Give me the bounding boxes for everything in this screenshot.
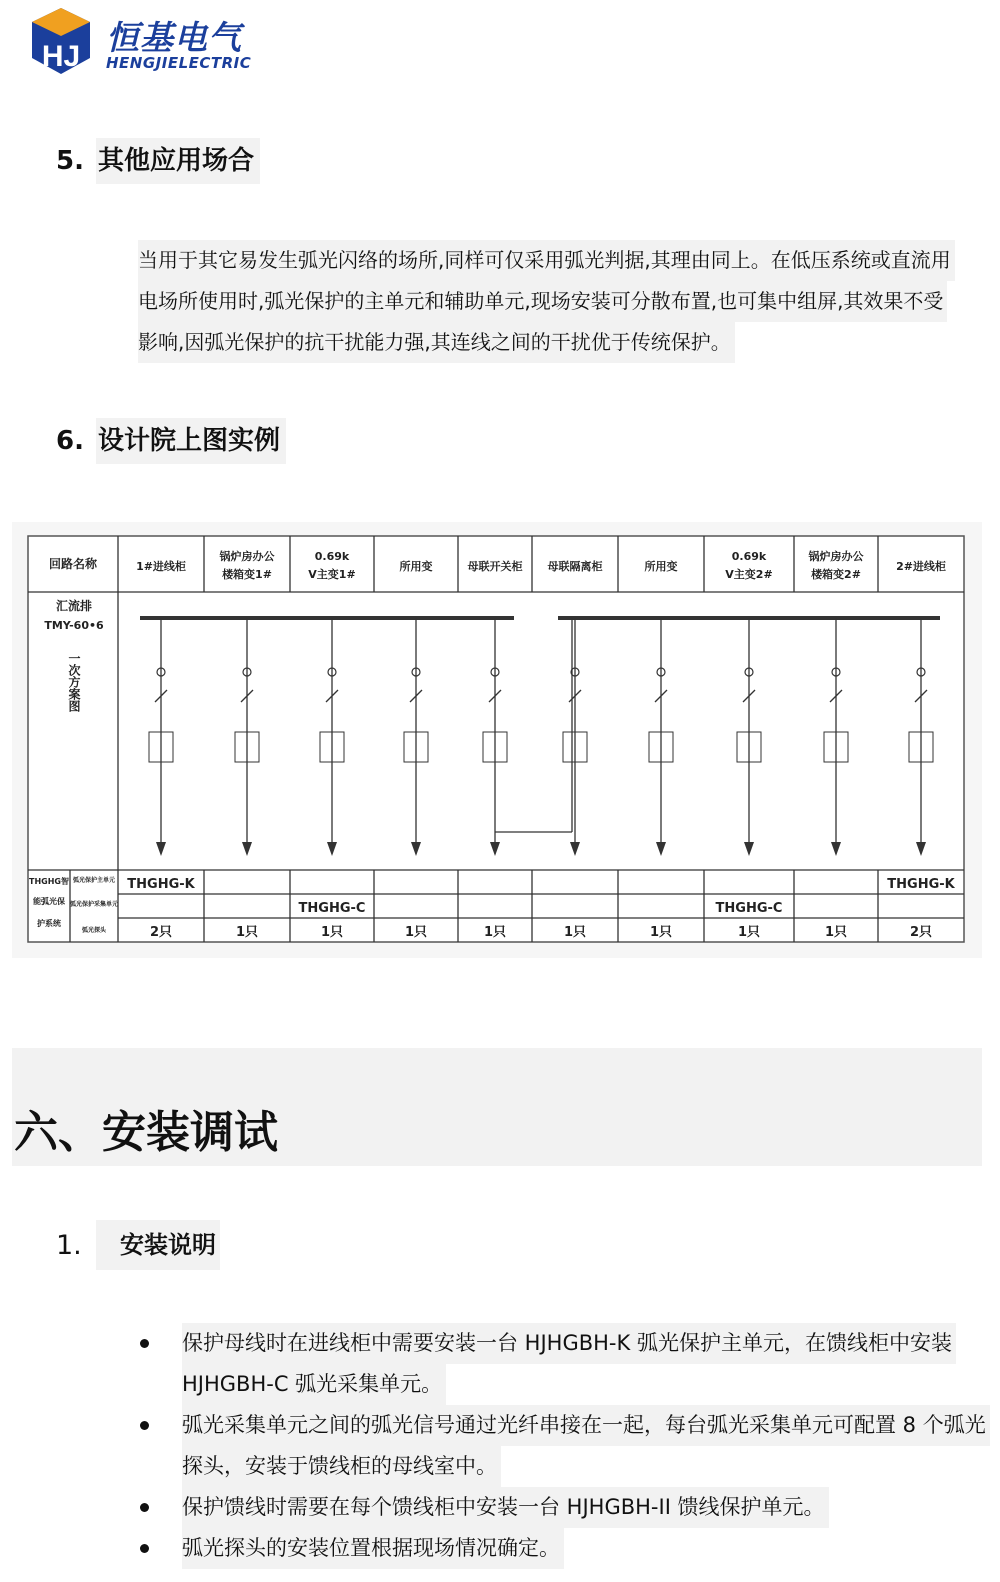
list-item-line: 弧光采集单元之间的弧光信号通过光纤串接在一起，每台弧光采集单元可配置 8 个弧光 — [182, 1405, 990, 1446]
list-item — [140, 1487, 990, 1528]
list-item-line: 探头，安装于馈线柜的母线室中。 — [182, 1446, 501, 1487]
chapter6-title: 六、安装调试 — [14, 1107, 278, 1158]
list-item-line: 保护馈线时需要在每个馈线柜中安装一台 HJHGBH-II 馈线保护单元。 — [182, 1487, 829, 1528]
row-label-probe: 弧光探头 — [81, 927, 107, 934]
sub1-number: 1. — [56, 1230, 82, 1261]
company-name-cn: 恒基电气 — [106, 18, 242, 57]
column-header: 所用变 — [399, 560, 433, 573]
column-header: 所用变 — [644, 560, 678, 573]
company-name-en: HENGJIELECTRIC — [106, 54, 252, 72]
section6-title: 设计院上图实例 — [96, 418, 286, 464]
bullet-icon — [140, 1339, 149, 1348]
row-label-main: 弧光保护主单元 — [72, 877, 116, 884]
column-header: 锅炉房办公 — [808, 550, 864, 563]
column-header: V主变1# — [308, 568, 356, 581]
probe-count-cell: 1只 — [649, 925, 673, 940]
list-item — [140, 1528, 990, 1569]
column-header: 母联开关柜 — [467, 560, 523, 573]
section5-number: 5. — [56, 146, 84, 176]
paragraph — [138, 240, 988, 363]
list-item — [140, 1405, 990, 1487]
column-header: 楼箱变2# — [811, 568, 861, 581]
column-header: 楼箱变1# — [222, 568, 272, 581]
busbar-label-1: 汇流排 — [55, 599, 93, 613]
company-logo-icon — [28, 6, 94, 76]
probe-count-cell: 1只 — [235, 925, 259, 940]
sub1-title: 安装说明 — [96, 1220, 220, 1270]
main-unit-cell: THGHG-K — [127, 877, 195, 892]
main-unit-cell: THGHG-K — [887, 877, 955, 892]
column-header: 2#进线柜 — [896, 560, 946, 573]
busbar-label-2: TMY-60•6 — [44, 619, 104, 632]
header-label: 回路名称 — [48, 557, 98, 571]
probe-count-cell: 1只 — [737, 925, 761, 940]
single-line-diagram — [12, 522, 982, 958]
collect-unit-cell: THGHG-C — [715, 901, 783, 916]
bullet-icon — [140, 1544, 149, 1553]
section6-number: 6. — [56, 426, 84, 456]
scheme-label: 一次方案图 — [67, 652, 81, 712]
column-header: 锅炉房办公 — [219, 550, 275, 563]
column-header: 0.69k — [731, 550, 767, 563]
diagram-canvas — [12, 522, 982, 958]
system-label-3: 护系统 — [37, 919, 61, 928]
bullet-icon — [140, 1503, 149, 1512]
probe-count-cell: 1只 — [563, 925, 587, 940]
paragraph-line: 电场所使用时,弧光保护的主单元和辅助单元,现场安装可分散布置,也可集中组屏,其效果不受 — [138, 281, 947, 322]
logo-mark-letters: HJ — [41, 40, 81, 73]
bullet-icon — [140, 1421, 149, 1430]
system-label-1: THGHG智 — [29, 877, 69, 886]
system-label-2: 能弧光保 — [33, 897, 65, 906]
probe-count-cell: 1只 — [483, 925, 507, 940]
column-header: 0.69k — [314, 550, 350, 563]
paragraph-line: 当用于其它易发生弧光闪络的场所,同样可仅采用弧光判据,其理由同上。在低压系统或直流用 — [138, 240, 955, 281]
collect-unit-cell: THGHG-C — [298, 901, 366, 916]
column-header: 1#进线柜 — [136, 560, 186, 573]
section5-title: 其他应用场合 — [96, 138, 260, 184]
paragraph-line: 影响,因弧光保护的抗干扰能力强,其连线之间的干扰优于传统保护。 — [138, 322, 735, 363]
probe-count-cell: 1只 — [404, 925, 428, 940]
column-header: 母联隔离柜 — [547, 560, 603, 573]
column-header: V主变2# — [725, 568, 773, 581]
row-label-collect: 弧光保护采集单元 — [69, 901, 119, 908]
list-item-line: HJHGBH-C 弧光采集单元。 — [182, 1364, 446, 1405]
list-item — [140, 1323, 990, 1405]
probe-count-cell: 2只 — [149, 925, 173, 940]
list-item-line: 弧光探头的安装位置根据现场情况确定。 — [182, 1528, 564, 1569]
probe-count-cell: 1只 — [824, 925, 848, 940]
probe-count-cell: 1只 — [320, 925, 344, 940]
install-notes-list — [140, 1323, 990, 1569]
probe-count-cell: 2只 — [909, 925, 933, 940]
list-item-line: 保护母线时在进线柜中需要安装一台 HJHGBH-K 弧光保护主单元，在馈线柜中安装 — [182, 1323, 956, 1364]
